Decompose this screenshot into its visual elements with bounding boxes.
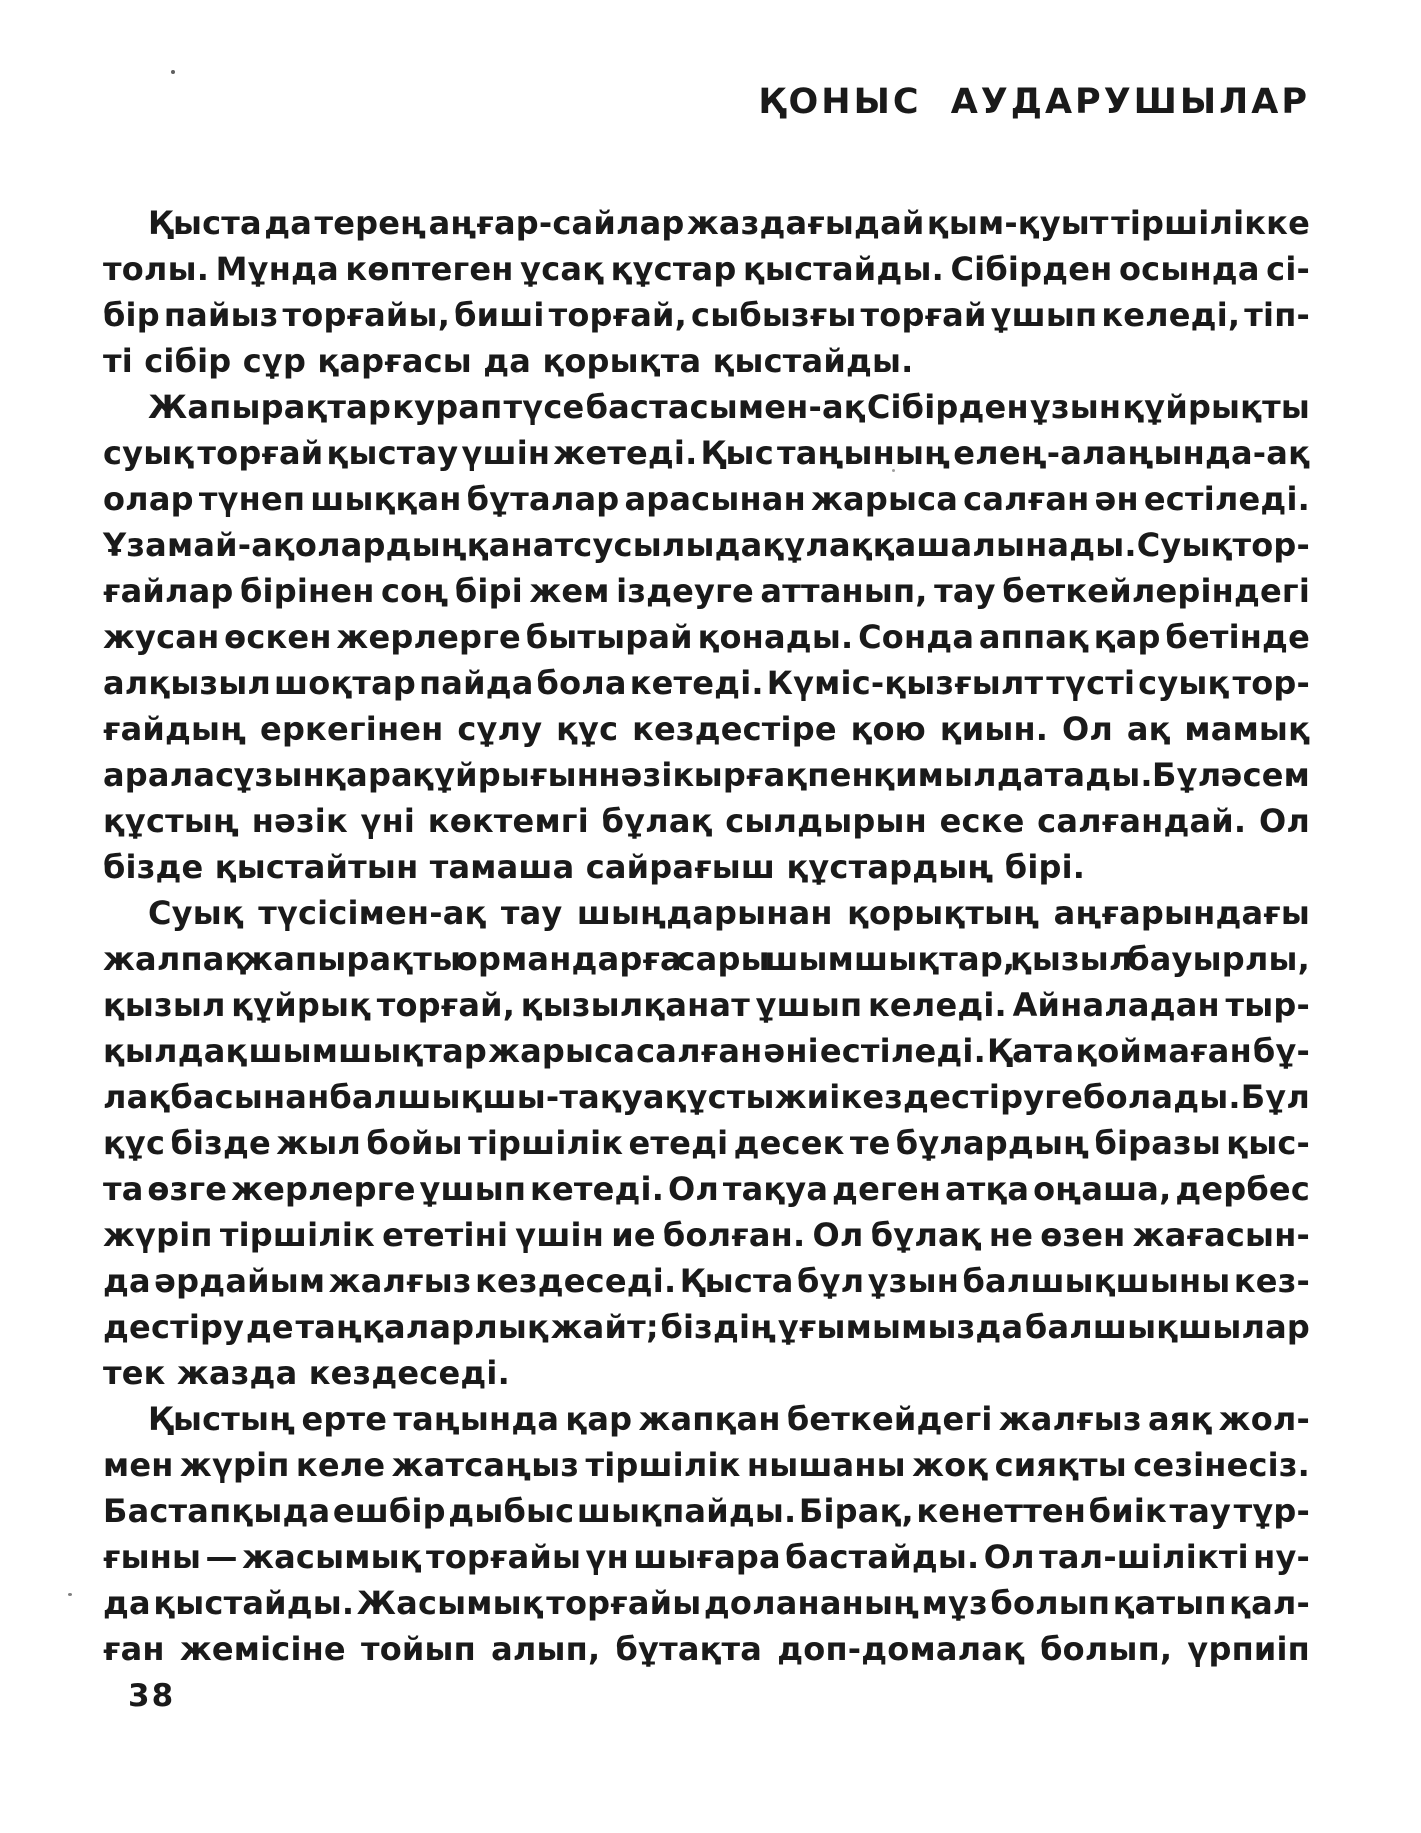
text-line: суық торғай қыстау үшін жетеді. Қыс таңының елең-алаңында-ақ [103, 434, 1310, 472]
text-line: мен жүріп келе жатсаңыз тіршілік нышаны жоқ сияқты сезінесіз. [103, 1446, 1310, 1484]
scan-speck-icon [171, 70, 175, 74]
text-line: ғайлар бірінен соң бірі жем іздеуге аттанып, тау беткейлеріндегі [103, 572, 1310, 610]
text-line: құс бізде жыл бойы тіршілік етеді десек те бұлардың біразы қыс- [103, 1124, 1310, 1162]
text-line: жүріп тіршілік ететіні үшін ие болған. Ол бұлақ не өзен жағасын- [103, 1216, 1310, 1254]
text-line: Ұзамай-ақ олардың қанат сусылы да құлаққа шалынады. Суық тор- [103, 526, 1310, 564]
scan-speck-icon [68, 1593, 72, 1596]
text-line: лақ басынан балшықшы-тақуа құсты жиі кездестіруге болады. Бұл [103, 1078, 1310, 1116]
text-line: аралас ұзын қара құйрығын нәзік ырғақпен қимылдатады. Бұл әсем [103, 756, 1310, 794]
text-line: олар түнеп шыққан бұталар арасынан жарыса салған ән естіледі. [103, 480, 1310, 518]
page-title: ҚОНЫС АУДАРУШЫЛАР [758, 82, 1310, 122]
text-line: құстың нәзік үні көктемгі бұлақ сылдырын еске салғандай. Ол [103, 802, 1310, 840]
paragraph [103, 384, 1310, 890]
scan-speck-icon [892, 469, 895, 472]
text-line: қылдақ шымшықтар жарыса салған әні естіледі. Қата қоймаған бұ- [103, 1032, 1310, 1070]
text-line: да қыстайды. Жасымық торғайы долананың мұз болып қатып қал- [103, 1584, 1310, 1622]
text-line: та өзге жерлерге ұшып кетеді. Ол тақуа деген атқа оңаша, дербес [103, 1170, 1310, 1208]
text-line: алқызыл шоқтар пайда бола кетеді. Күміс-қызғылт түсті суық тор- [103, 664, 1310, 702]
text-line: қызыл құйрық торғай, қызылқанат ұшып келеді. Айналадан тыр- [103, 986, 1310, 1024]
paragraph [103, 200, 1310, 384]
text-line: Жапырақтар курап түсе бастасымен-ақ Сібірден ұзын құйрықты [148, 388, 1310, 426]
text-line: дестіру де таңқаларлық жайт; біздің ұғымымызда балшықшылар [103, 1308, 1310, 1346]
text-line: Бастапқыда ешбір дыбыс шықпайды. Бірақ, кенеттен биік тау тұр- [103, 1492, 1310, 1530]
text-line: Қыста да терең аңғар-сайлар жаздағыдай қым-қуыт тіршілікке [148, 204, 1310, 242]
text-line: ғайдың еркегінен сұлу құс кездестіре қою қиын. Ол ақ мамық [103, 710, 1310, 748]
body-text [103, 200, 1310, 1672]
text-line: ті сібір сұр қарғасы да қорықта қыстайды. [103, 342, 914, 380]
text-line: Суық түсісімен-ақ тау шыңдарынан қорықтың аңғарындағы [148, 894, 1310, 932]
text-line: ған жемісіне тойып алып, бұтақта доп-домалақ болып, үрпиіп [103, 1630, 1310, 1668]
paragraph [103, 890, 1310, 1396]
page-number: 38 [128, 1678, 176, 1714]
text-line: жалпақ жапырақты ормандарға сары шымшықтар, қызыл бауырлы, [103, 940, 1310, 978]
text-line: Қыстың ерте таңында қар жапқан беткейдегі жалғыз аяқ жол- [148, 1400, 1310, 1438]
text-line: толы. Мұнда көптеген ұсақ құстар қыстайды. Сібірден осында сі- [103, 250, 1310, 288]
text-line: ғыны — жасымық торғайы үн шығара бастайды. Ол тал-шілікті ну- [103, 1538, 1310, 1576]
paragraph [103, 1396, 1310, 1672]
text-line: жусан өскен жерлерге бытырай қонады. Сонда аппақ қар бетінде [103, 618, 1310, 656]
text-line: бір пайыз торғайы, биші торғай, сыбызғы торғай ұшып келеді, тіп- [103, 296, 1310, 334]
text-line: тек жазда кездеседі. [103, 1354, 510, 1392]
text-line: да әрдайым жалғыз кездеседі. Қыста бұл ұзын балшықшыны кез- [103, 1262, 1310, 1300]
text-line: бізде қыстайтын тамаша сайрағыш құстардың бірі. [103, 848, 1086, 886]
